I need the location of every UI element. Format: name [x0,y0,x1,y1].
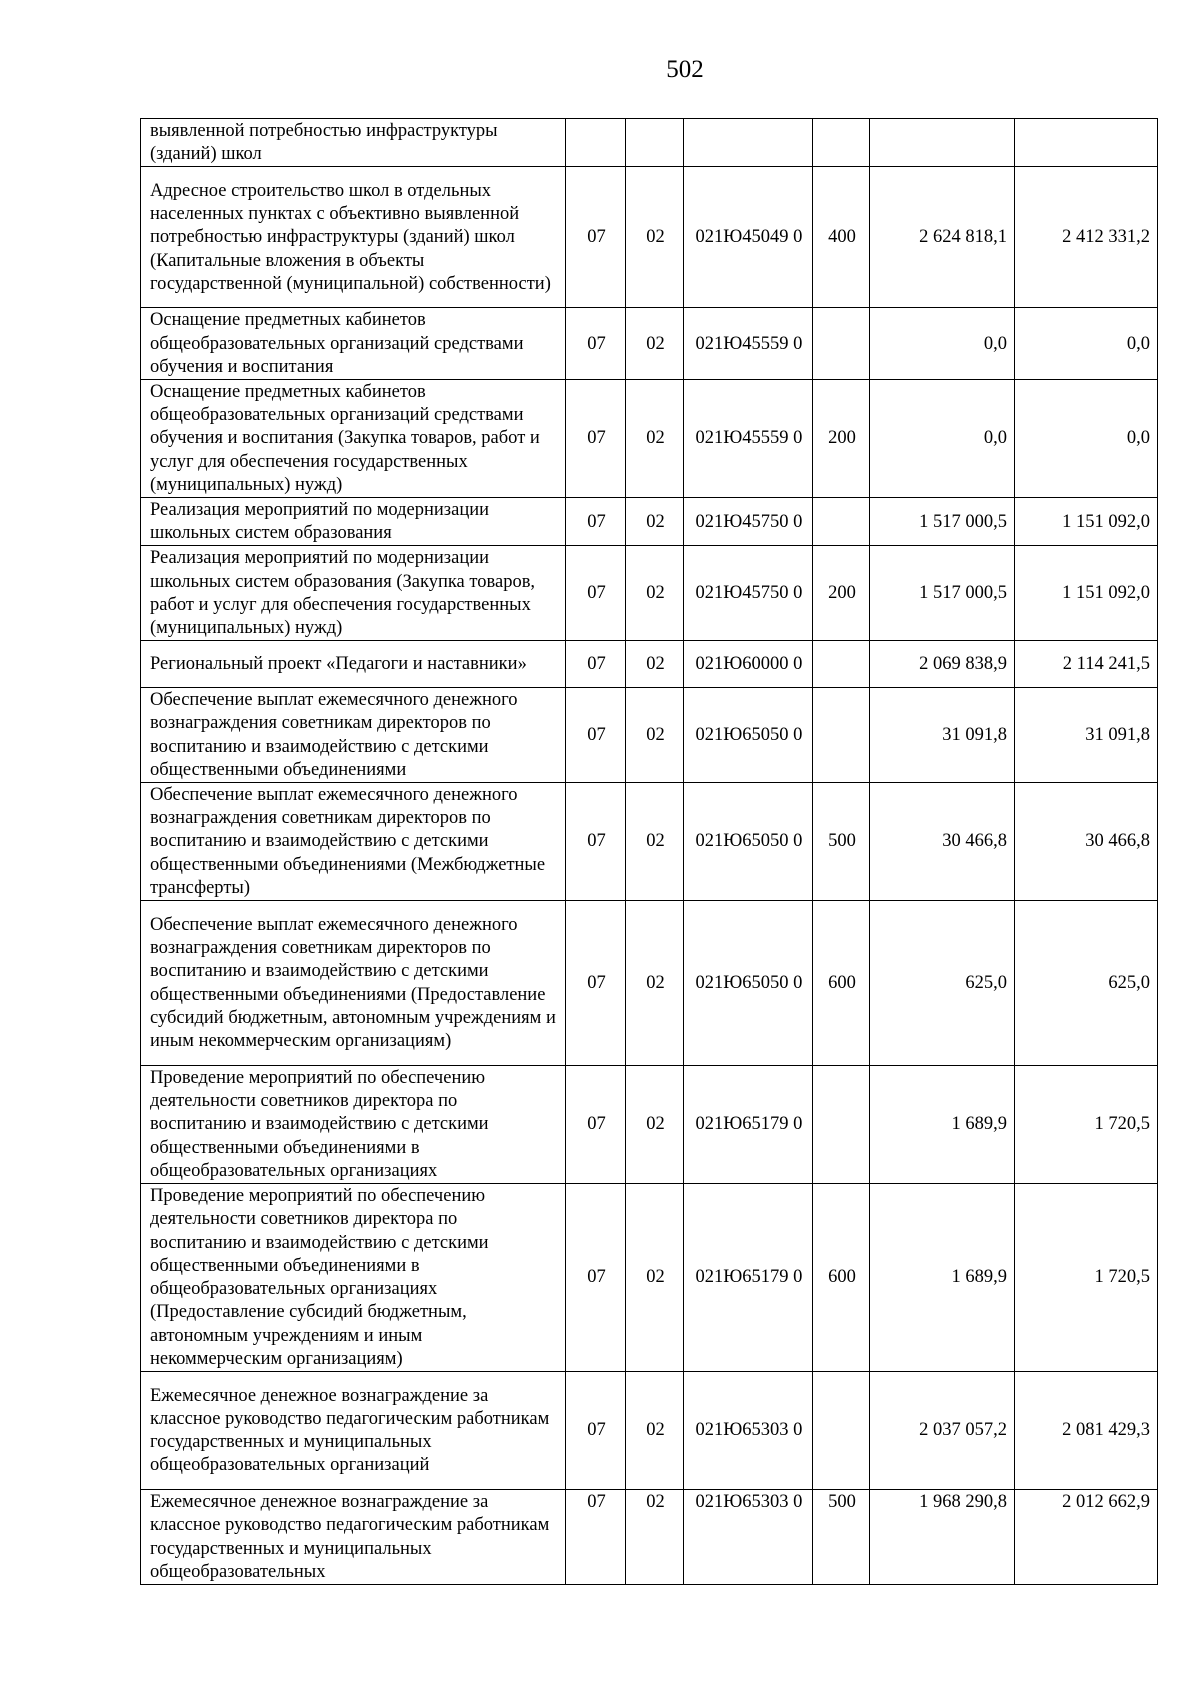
row-amount-1: 31 091,8 [870,688,1015,783]
row-amount-2: 31 091,8 [1015,688,1158,783]
table-row [141,308,1158,380]
budget-table [140,118,1158,1585]
row-subsection: 02 [626,783,684,901]
row-section: 07 [566,1372,626,1490]
row-amount-1: 0,0 [870,308,1015,380]
row-section: 07 [566,498,626,546]
row-target-article [684,119,813,167]
row-amount-2: 2 081 429,3 [1015,1372,1158,1490]
row-name: Реализация мероприятий по модернизации школьных систем образования [141,498,566,546]
table-row [141,1184,1158,1372]
row-amount-2: 1 720,5 [1015,1066,1158,1184]
row-expense-type [813,498,870,546]
row-expense-type [813,641,870,688]
row-name: выявленной потребностью инфраструктуры (зданий) школ [141,119,566,167]
row-amount-2: 30 466,8 [1015,783,1158,901]
row-amount-1: 1 689,9 [870,1184,1015,1372]
row-expense-type [813,119,870,167]
row-subsection: 02 [626,1184,684,1372]
row-name: Ежемесячное денежное вознаграждение за классное руководство педагогическим работникам государственных и муниципальных общеобразовательных [141,1490,566,1585]
row-amount-2: 1 151 092,0 [1015,546,1158,641]
row-name: Обеспечение выплат ежемесячного денежного вознаграждения советникам директоров по воспитанию и взаимодействию с детскими общественными объединениями (Предоставление субсидий бюджетным, автономным учреждениям и иным некоммерческим организациям) [141,901,566,1066]
row-expense-type [813,1372,870,1490]
row-amount-2: 0,0 [1015,308,1158,380]
row-name: Оснащение предметных кабинетов общеобразовательных организаций средствами обучения и воспитания (Закупка товаров, работ и услуг для обеспечения государственных (муниципальных) нужд) [141,380,566,498]
row-subsection: 02 [626,308,684,380]
row-name: Проведение мероприятий по обеспечению деятельности советников директора по воспитанию и взаимодействию с детскими общественными объединениями в общеобразовательных организациях [141,1066,566,1184]
row-amount-1: 1 689,9 [870,1066,1015,1184]
row-name: Региональный проект «Педагоги и наставники» [141,641,566,688]
row-expense-type: 500 [813,1490,870,1585]
row-amount-2: 1 720,5 [1015,1184,1158,1372]
table-row [141,546,1158,641]
row-amount-1: 0,0 [870,380,1015,498]
row-section: 07 [566,1490,626,1585]
row-amount-2: 1 151 092,0 [1015,498,1158,546]
row-expense-type [813,688,870,783]
row-target-article: 021Ю45559 0 [684,308,813,380]
row-subsection: 02 [626,1490,684,1585]
row-target-article: 021Ю65179 0 [684,1184,813,1372]
row-section: 07 [566,1184,626,1372]
table-row [141,688,1158,783]
row-subsection: 02 [626,688,684,783]
row-amount-2: 2 412 331,2 [1015,167,1158,308]
row-amount-2: 0,0 [1015,380,1158,498]
row-target-article: 021Ю45750 0 [684,498,813,546]
row-section [566,119,626,167]
row-subsection: 02 [626,498,684,546]
table-row [141,783,1158,901]
row-expense-type: 600 [813,1184,870,1372]
row-section: 07 [566,688,626,783]
row-amount-2: 625,0 [1015,901,1158,1066]
row-subsection: 02 [626,1372,684,1490]
row-expense-type: 200 [813,380,870,498]
row-section: 07 [566,167,626,308]
row-expense-type [813,1066,870,1184]
row-amount-2: 2 012 662,9 [1015,1490,1158,1585]
row-target-article: 021Ю65050 0 [684,688,813,783]
table-row [141,167,1158,308]
row-subsection [626,119,684,167]
row-amount-1: 30 466,8 [870,783,1015,901]
row-target-article: 021Ю45559 0 [684,380,813,498]
row-amount-1: 1 517 000,5 [870,546,1015,641]
row-subsection: 02 [626,641,684,688]
row-amount-1: 2 069 838,9 [870,641,1015,688]
row-name: Обеспечение выплат ежемесячного денежного вознаграждения советникам директоров по воспитанию и взаимодействию с детскими общественными объединениями [141,688,566,783]
row-amount-1: 2 037 057,2 [870,1372,1015,1490]
row-section: 07 [566,641,626,688]
table-row [141,498,1158,546]
row-target-article: 021Ю60000 0 [684,641,813,688]
table-row [141,1372,1158,1490]
row-amount-1: 1 968 290,8 [870,1490,1015,1585]
row-target-article: 021Ю45049 0 [684,167,813,308]
row-section: 07 [566,901,626,1066]
row-name: Адресное строительство школ в отдельных населенных пунктах с объективно выявленной потребностью инфраструктуры (зданий) школ (Капитальные вложения в объекты государственной (муниципальной) собственности) [141,167,566,308]
row-amount-2 [1015,119,1158,167]
row-subsection: 02 [626,167,684,308]
row-expense-type: 500 [813,783,870,901]
row-amount-1: 625,0 [870,901,1015,1066]
row-amount-1: 1 517 000,5 [870,498,1015,546]
row-name: Ежемесячное денежное вознаграждение за классное руководство педагогическим работникам государственных и муниципальных общеобразовательных организаций [141,1372,566,1490]
row-section: 07 [566,1066,626,1184]
row-target-article: 021Ю65303 0 [684,1372,813,1490]
table-row [141,1066,1158,1184]
row-expense-type: 600 [813,901,870,1066]
row-target-article: 021Ю65303 0 [684,1490,813,1585]
row-subsection: 02 [626,380,684,498]
row-target-article: 021Ю65179 0 [684,1066,813,1184]
table-row [141,380,1158,498]
row-section: 07 [566,546,626,641]
row-amount-1 [870,119,1015,167]
row-target-article: 021Ю65050 0 [684,901,813,1066]
row-expense-type [813,308,870,380]
row-amount-2: 2 114 241,5 [1015,641,1158,688]
row-name: Реализация мероприятий по модернизации школьных систем образования (Закупка товаров, работ и услуг для обеспечения государственных (муниципальных) нужд) [141,546,566,641]
row-subsection: 02 [626,1066,684,1184]
row-subsection: 02 [626,901,684,1066]
row-section: 07 [566,308,626,380]
row-target-article: 021Ю65050 0 [684,783,813,901]
row-amount-1: 2 624 818,1 [870,167,1015,308]
table-row [141,119,1158,167]
row-section: 07 [566,380,626,498]
row-target-article: 021Ю45750 0 [684,546,813,641]
row-name: Обеспечение выплат ежемесячного денежного вознаграждения советникам директоров по воспитанию и взаимодействию с детскими общественными объединениями (Межбюджетные трансферты) [141,783,566,901]
row-expense-type: 400 [813,167,870,308]
row-subsection: 02 [626,546,684,641]
row-expense-type: 200 [813,546,870,641]
table-row [141,1490,1158,1585]
row-name: Оснащение предметных кабинетов общеобразовательных организаций средствами обучения и воспитания [141,308,566,380]
row-name: Проведение мероприятий по обеспечению деятельности советников директора по воспитанию и взаимодействию с детскими общественными объединениями в общеобразовательных организациях (Предоставление субсидий бюджетным, автономным учреждениям и иным некоммерческим организациям) [141,1184,566,1372]
table-row [141,901,1158,1066]
page-number: 502 [666,56,704,83]
row-section: 07 [566,783,626,901]
table-row [141,641,1158,688]
